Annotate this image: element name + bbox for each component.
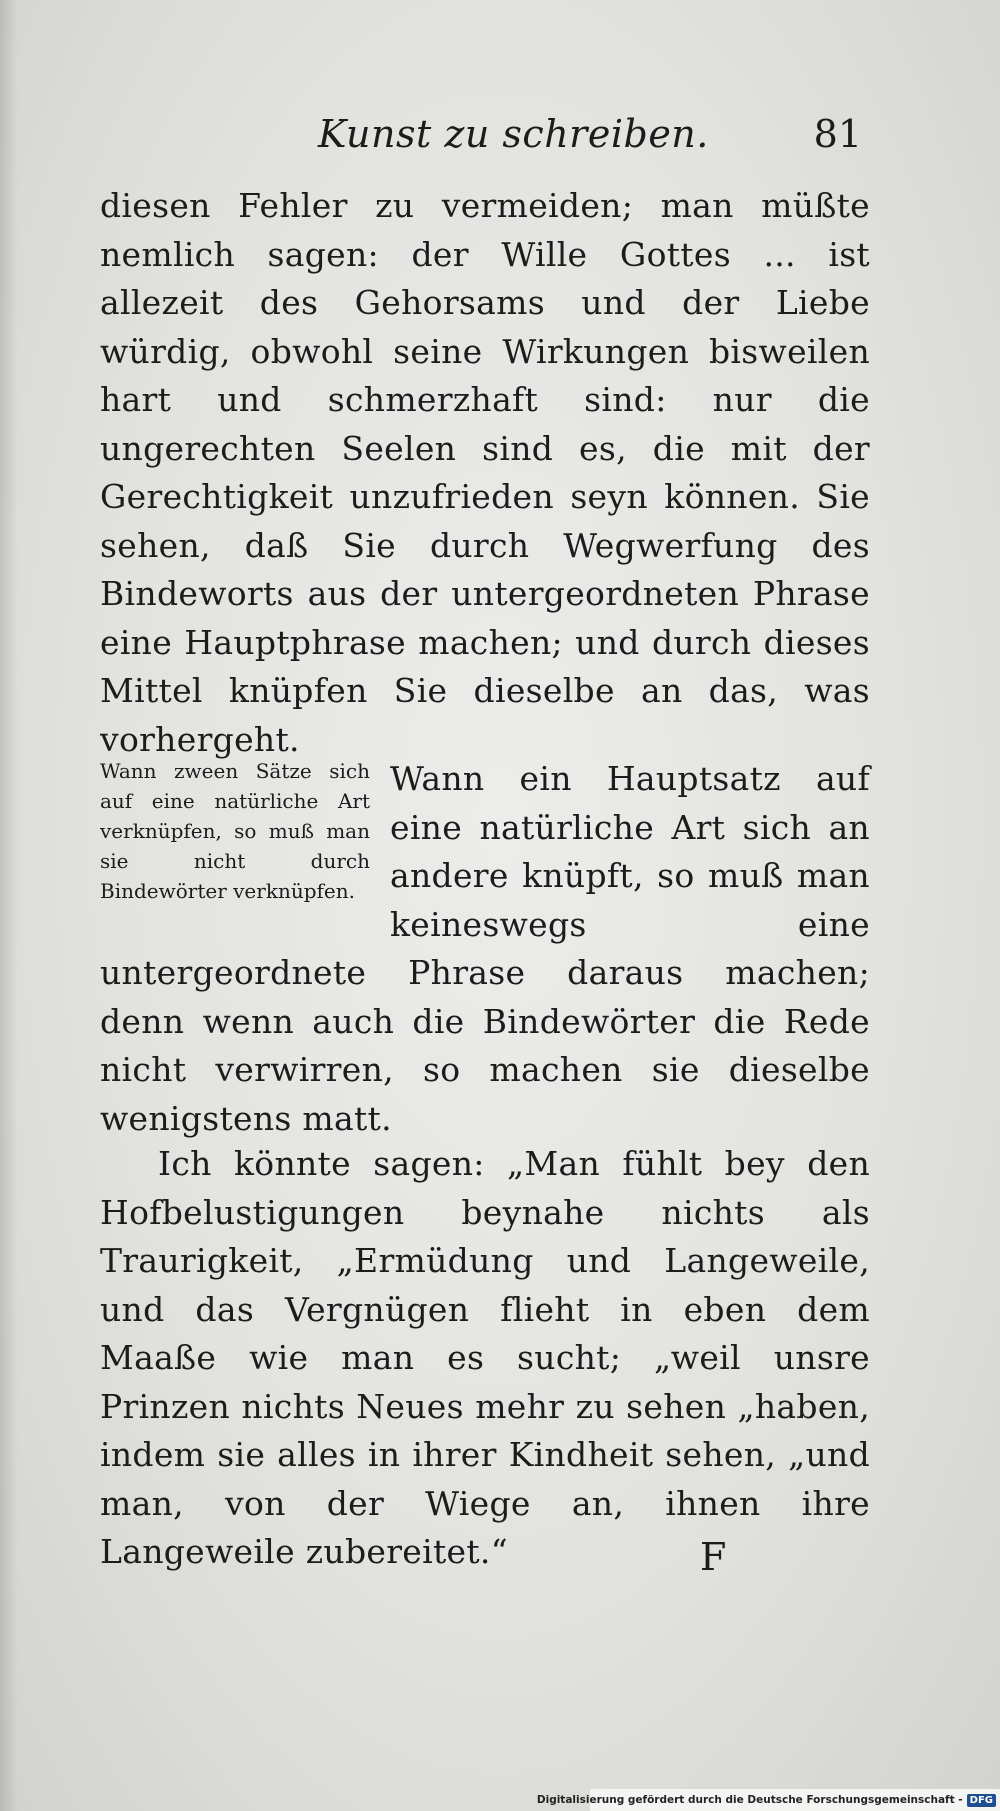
- paragraph-2: Wann ein Hauptsatz auf eine natürliche Art sich an andere knüpft, so muß man keineswegs eine untergeordnete Phrase daraus machen; denn wenn auch die Bindewörter die Rede nicht verwirren, so machen sie dieselbe wenigstens matt.: [100, 759, 870, 1138]
- page-header: [100, 112, 880, 172]
- digitization-footer: [536, 1789, 1000, 1811]
- running-title: Kunst zu schreiben.: [318, 112, 709, 156]
- paragraph-2-container: [100, 755, 870, 1143]
- paragraph-1: diesen Fehler zu vermeiden; man müßte nemlich sagen: der Wille Gottes ... ist allezeit des Gehorsams und der Liebe würdig, obwohl seine Wirkungen bisweilen hart und schmerzhaft sind: nur die ungerechten Seelen sind es, die mit der Gerechtigkeit unzufrieden seyn können. Sie sehen, daß Sie durch Wegwerfung des Bindeworts aus der untergeordneten Phrase eine Hauptphrase machen; und durch dieses Mittel knüpfen Sie dieselbe an das, was vorhergeht.: [100, 186, 870, 759]
- page-number: 81: [813, 112, 862, 156]
- signature-mark: F: [700, 1535, 727, 1579]
- paragraph-3: Ich könnte sagen: „Man fühlt bey den Hofbelustigungen beynahe nichts als Traurigkeit, „Ermüdung und Langeweile, und das Vergnügen flieht in eben dem Maaße wie man es sucht; „weil unsre Prinzen nichts Neues mehr zu sehen „haben, indem sie alles in ihrer Kindheit sehen, „und man, von der Wiege an, ihnen ihre Langeweile zubereitet.“: [100, 1144, 870, 1571]
- marginal-note-spacer: [100, 755, 390, 945]
- page-edge-shadow: [0, 0, 18, 1811]
- marginal-note: Wann zween Sätze sich auf eine natürliche Art verknüpfen, so muß man sie nicht durch Bindewörter verknüpfen.: [100, 759, 370, 903]
- funding-credit: Digitalisierung gefördert durch die Deutsche Forschungsgemeinschaft -: [536, 1794, 963, 1806]
- dfg-logo: DFG: [967, 1794, 996, 1807]
